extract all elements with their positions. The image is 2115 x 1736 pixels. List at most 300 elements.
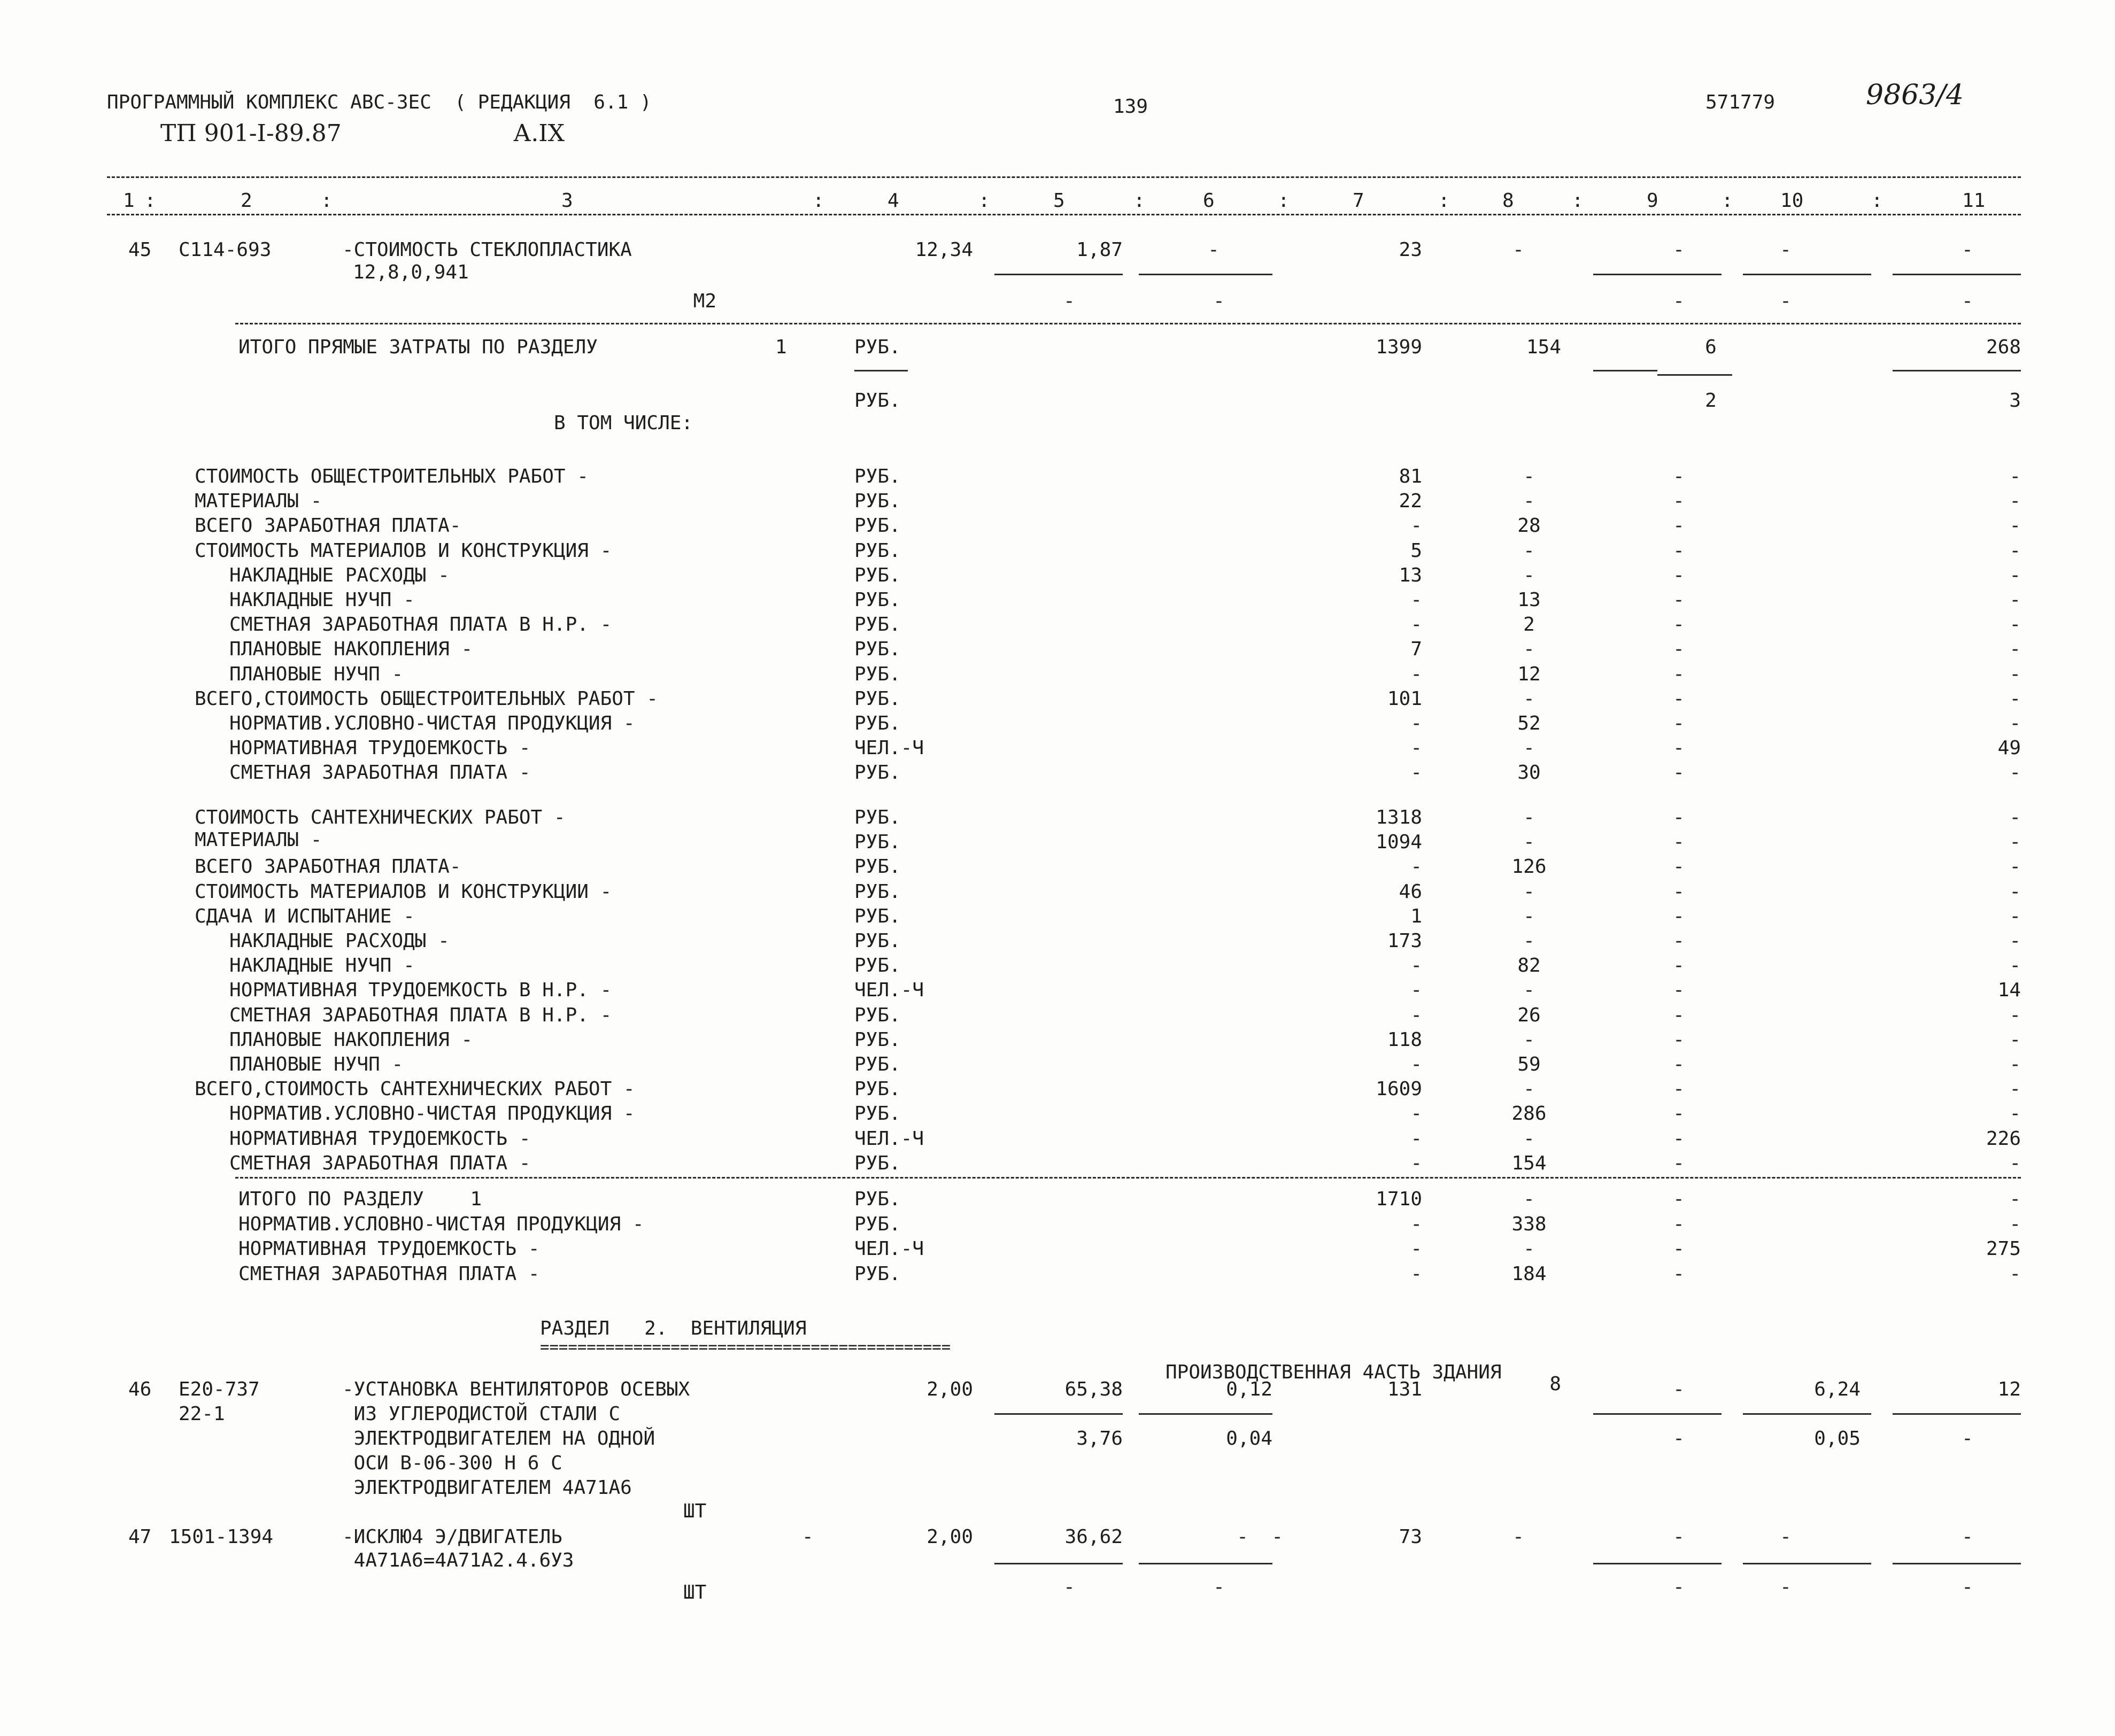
cell-col7: 1399: [1376, 336, 1422, 358]
cell-col8: -: [1523, 737, 1535, 759]
row-unit: РУБ.: [854, 712, 901, 734]
cell-col9: -: [1673, 930, 1685, 952]
cell-col7: -: [1410, 1238, 1422, 1260]
cell-col11: -: [1962, 1526, 1973, 1548]
cell-col8: 13: [1517, 589, 1541, 611]
item-rule: [1743, 274, 1871, 275]
row-unit: РУБ.: [854, 955, 901, 977]
item-rule: [994, 1563, 1123, 1564]
cell-col7: 1318: [1376, 807, 1422, 828]
item-code: С114-693: [179, 239, 272, 261]
row-label: НОРМАТИВНАЯ ТРУДОЕМКОСТЬ В Н.Р. -: [195, 979, 612, 1002]
cell-col8: -: [1512, 1526, 1524, 1548]
item-name-line: ЭЛЕКТРОДВИГАТЕЛЕМ НА ОДНОЙ: [342, 1428, 655, 1450]
cell-col9: 6: [1705, 336, 1717, 358]
page-number: 139: [1113, 96, 1148, 118]
cell-col6: - -: [1237, 1526, 1283, 1548]
column-header: 3: [561, 190, 573, 212]
cell-col11: -: [2009, 1152, 2021, 1174]
row-label: СМЕТНАЯ ЗАРАБОТНАЯ ПЛАТА -: [195, 762, 531, 784]
row-label: НАКЛАДНЫЕ РАСХОДЫ -: [195, 930, 450, 952]
cell-col7: -: [1410, 1213, 1422, 1235]
item-rule: [1139, 1563, 1272, 1564]
cell-col8: -: [1523, 1238, 1535, 1260]
section-subtitle: ПРОИЗВОДСТВЕННАЯ 4АСТЬ ЗДАНИЯ: [1165, 1361, 1502, 1383]
row-unit: РУБ.: [854, 589, 901, 611]
cell-col10: -: [1780, 1576, 1792, 1598]
item-unit: М2: [693, 290, 716, 312]
cell-col11: 275: [1986, 1238, 2021, 1260]
cell-col7: -: [1410, 979, 1422, 1002]
column-header: 7: [1353, 190, 1364, 212]
cell-col11: -: [2009, 614, 2021, 636]
cell-col9: -: [1673, 687, 1685, 710]
cell-col9: -: [1673, 564, 1685, 586]
cell-col9: -: [1673, 1152, 1685, 1174]
row-unit: РУБ.: [854, 515, 901, 537]
row-label: ВСЕГО ЗАРАБОТНАЯ ПЛАТА-: [195, 856, 461, 878]
row-label: СМЕТНАЯ ЗАРАБОТНАЯ ПЛАТА -: [195, 1152, 531, 1174]
unit: РУБ.: [854, 336, 901, 358]
cell-col11: 268: [1986, 336, 2021, 358]
section-title-underline: ============================================: [540, 1338, 951, 1356]
row-unit: РУБ.: [854, 1028, 901, 1051]
cell-col9: -: [1673, 831, 1685, 854]
direct-costs-label: ИТОГО ПРЯМЫЕ ЗАТРАТЫ ПО РАЗДЕЛУ: [238, 336, 598, 358]
cell-col7: 5: [1410, 539, 1422, 562]
cell-col11: -: [1962, 1576, 1973, 1598]
item-rule: [994, 274, 1123, 275]
cell-col9: -: [1673, 955, 1685, 977]
cell-col9: -: [1673, 1378, 1685, 1400]
row-unit: РУБ.: [854, 1262, 901, 1285]
cell-col9: -: [1673, 1103, 1685, 1125]
cell-col9: -: [1673, 807, 1685, 828]
cell-col11: 12: [1997, 1378, 2021, 1400]
cell-col11: -: [2009, 1213, 2021, 1235]
column-header: 4: [887, 190, 899, 212]
item-rule: [1593, 1413, 1722, 1415]
cell-col9: -: [1673, 712, 1685, 734]
cell-col5: 3,76: [1076, 1428, 1123, 1450]
cell-col7: -: [1410, 737, 1422, 759]
item-rule: [994, 1413, 1123, 1415]
cell-col10: -: [1780, 290, 1792, 312]
cell-col11: -: [1962, 290, 1973, 312]
row-label: ПЛАНОВЫЕ НУЧП -: [195, 663, 404, 685]
cell-col5: -: [1063, 290, 1075, 312]
cell-col7: 118: [1387, 1028, 1422, 1051]
cell-col8: 126: [1511, 856, 1547, 878]
cell-col9: -: [1673, 663, 1685, 685]
item-number: 47: [128, 1526, 152, 1548]
cell-col5: 1,87: [1076, 239, 1123, 261]
cell-col7: 131: [1387, 1378, 1422, 1400]
unit: РУБ.: [854, 390, 901, 412]
item-number: 46: [128, 1378, 152, 1400]
row-label: НОРМАТИВНАЯ ТРУДОЕМКОСТЬ -: [195, 737, 531, 759]
row-unit: РУБ.: [854, 856, 901, 878]
item-code: 22-1: [179, 1403, 225, 1425]
item-rule: [1893, 1563, 2021, 1564]
cell-col8: 286: [1511, 1103, 1547, 1125]
cell-col11: -: [2009, 1262, 2021, 1285]
item-name-line: ЭЛЕКТРОДВИГАТЕЛЕМ 4А71А6: [342, 1477, 632, 1499]
cell-col8: 26: [1517, 1004, 1541, 1026]
cell-col11: -: [2009, 1028, 2021, 1051]
cell-col11: -: [2009, 564, 2021, 586]
column-separator: :: [1871, 190, 1883, 212]
cell-col9: -: [1673, 490, 1685, 513]
item-rule: [1593, 370, 1657, 371]
cell-col11: -: [2009, 930, 2021, 952]
cell-col9: -: [1673, 1576, 1685, 1598]
row-label: ИТОГО ПО РАЗДЕЛУ 1: [238, 1188, 482, 1210]
cell-col8: 2: [1523, 614, 1535, 636]
cell-col9: -: [1673, 880, 1685, 903]
row-label: МАТЕРИАЛЫ -: [195, 490, 322, 513]
row-label: НОРМАТИВ.УСЛОВНО-ЧИСТАЯ ПРОДУКЦИЯ -: [238, 1213, 644, 1235]
cell-col8: -: [1523, 466, 1535, 487]
cell-col10: 6,24: [1814, 1378, 1861, 1400]
item-number: 45: [128, 239, 152, 261]
cell-col11: 3: [2009, 390, 2021, 412]
cell-col8: -: [1523, 539, 1535, 562]
cell-col7: 13: [1399, 564, 1422, 586]
row-unit: РУБ.: [854, 831, 901, 854]
section-title: РАЗДЕЛ 2. ВЕНТИЛЯЦИЯ: [540, 1318, 807, 1339]
cell-col9: -: [1673, 1127, 1685, 1150]
cell-col9: -: [1673, 1262, 1685, 1285]
cell-col9: -: [1673, 762, 1685, 784]
row-label: СТОИМОСТЬ ОБЩЕСТРОИТЕЛЬНЫХ РАБОТ -: [195, 466, 589, 487]
cell-col8: -: [1523, 880, 1535, 903]
row-label: НАКЛАДНЫЕ НУЧП -: [195, 955, 415, 977]
row-unit: РУБ.: [854, 1004, 901, 1026]
row-label: НОРМАТИВНАЯ ТРУДОЕМКОСТЬ -: [238, 1238, 540, 1260]
row-unit: РУБ.: [854, 1053, 901, 1075]
cell-col11: -: [2009, 831, 2021, 854]
cell-col8: -: [1523, 638, 1535, 661]
cell-col10: 0,05: [1814, 1428, 1861, 1450]
cell-col7: -: [1410, 955, 1422, 977]
column-header: 1: [123, 190, 135, 212]
cell-col9: -: [1673, 1188, 1685, 1210]
cell-col11: -: [2009, 490, 2021, 513]
item-code: 1501-1394: [169, 1526, 274, 1548]
section-rule: [235, 323, 2021, 324]
cell-col11: -: [2009, 1004, 2021, 1026]
cell-col7: -: [1410, 1152, 1422, 1174]
cell-col7: -: [1410, 515, 1422, 537]
cell-col11: 14: [1997, 979, 2021, 1002]
cell-col7: 7: [1410, 638, 1422, 661]
row-unit: РУБ.: [854, 687, 901, 710]
cell-col8: 154: [1526, 336, 1561, 358]
row-label: НОРМАТИВ.УСЛОВНО-ЧИСТАЯ ПРОДУКЦИЯ -: [195, 712, 635, 734]
cell-col8: -: [1523, 807, 1535, 828]
row-label: ВСЕГО ЗАРАБОТНАЯ ПЛАТА-: [195, 515, 461, 537]
row-label: СМЕТНАЯ ЗАРАБОТНАЯ ПЛАТА В Н.Р. -: [195, 1004, 612, 1026]
cell-col11: -: [1962, 239, 1973, 261]
row-label: ПЛАНОВЫЕ НУЧП -: [195, 1053, 404, 1075]
cell-col11: -: [2009, 638, 2021, 661]
cell-col7: 101: [1387, 687, 1422, 710]
cell-col9: -: [1673, 239, 1685, 261]
cell-col11: -: [2009, 762, 2021, 784]
row-label: ПЛАНОВЫЕ НАКОПЛЕНИЯ -: [195, 638, 473, 661]
row-unit: РУБ.: [854, 905, 901, 927]
cell-col7: 23: [1399, 239, 1422, 261]
cell-col11: -: [2009, 1188, 2021, 1210]
cell-col8: 30: [1517, 762, 1541, 784]
cell-col11: -: [2009, 712, 2021, 734]
item-name-line: -ИСКЛЮ4 Э/ДВИГАТЕЛЬ: [342, 1526, 562, 1548]
cell-col8: 28: [1517, 515, 1541, 537]
cell-col9: -: [1673, 1213, 1685, 1235]
item-rule: [1893, 370, 2021, 371]
cell-col8: -: [1512, 239, 1524, 261]
cell-col8: 82: [1517, 955, 1541, 977]
cell-col6: -: [1213, 290, 1225, 312]
row-unit: РУБ.: [854, 807, 901, 828]
cell-col11: -: [1962, 1428, 1973, 1450]
cell-col8: -: [1523, 1028, 1535, 1051]
cell-col9: -: [1673, 589, 1685, 611]
column-separator: :: [1278, 190, 1290, 212]
cell-col11: 49: [1997, 737, 2021, 759]
cell-col9: -: [1673, 856, 1685, 878]
column-header: 10: [1780, 190, 1804, 212]
cell-col7: -: [1410, 1053, 1422, 1075]
item-rule: [1893, 1413, 2021, 1415]
cell-col7: 73: [1399, 1526, 1422, 1548]
cell-col7: -: [1410, 1103, 1422, 1125]
column-header: 6: [1203, 190, 1215, 212]
column-separator: :: [978, 190, 990, 212]
row-label: СТОИМОСТЬ МАТЕРИАЛОВ И КОНСТРУКЦИЯ -: [195, 539, 612, 562]
cell-col9: -: [1673, 515, 1685, 537]
cell-col8: 52: [1517, 712, 1541, 734]
row-unit: РУБ.: [854, 490, 901, 513]
cell-col7: 1710: [1376, 1188, 1422, 1210]
row-unit: РУБ.: [854, 466, 901, 487]
cell-col9: -: [1673, 1004, 1685, 1026]
cell-col11: -: [2009, 539, 2021, 562]
row-label: МАТЕРИАЛЫ -: [195, 829, 322, 851]
cell-col9: -: [1673, 1526, 1685, 1548]
program-title: ПРОГРАММНЫЙ КОМПЛЕКС АВС-3ЕС ( РЕДАКЦИЯ 6.1 ): [107, 91, 652, 113]
cell-col5: -: [1063, 1576, 1075, 1598]
cell-col5: 65,38: [1064, 1378, 1123, 1400]
cell-col7: 173: [1387, 930, 1422, 952]
cell-col11: -: [2009, 1103, 2021, 1125]
column-header: 8: [1502, 190, 1514, 212]
header-rule-top: [107, 176, 2021, 178]
row-label: НАКЛАДНЫЕ НУЧП -: [195, 589, 415, 611]
cell-col8: -: [1523, 1188, 1535, 1210]
item-unit: ШТ: [683, 1582, 707, 1603]
cell-col7: 1094: [1376, 831, 1422, 854]
cell-col11: -: [2009, 880, 2021, 903]
item-rule: [1743, 1413, 1871, 1415]
cell-col11: -: [2009, 589, 2021, 611]
cell-col9: 2: [1705, 390, 1717, 412]
cell-col4: 2,00: [927, 1526, 973, 1548]
row-label: СМЕТНАЯ ЗАРАБОТНАЯ ПЛАТА В Н.Р. -: [195, 614, 612, 636]
column-header: 9: [1647, 190, 1658, 212]
cell-col8: 184: [1511, 1262, 1547, 1285]
cell-col7: -: [1410, 1127, 1422, 1150]
cell-col11: -: [2009, 663, 2021, 685]
row-unit: РУБ.: [854, 1078, 901, 1100]
cell-col6: 0,12: [1226, 1378, 1272, 1400]
header-rule-bottom: [107, 214, 2021, 215]
direct-costs-section: 1: [775, 336, 787, 358]
cell-col9: -: [1673, 1028, 1685, 1051]
row-unit: ЧЕЛ.-Ч: [854, 1238, 924, 1260]
row-label: ВСЕГО,СТОИМОСТЬ САНТЕХНИЧЕСКИХ РАБОТ -: [195, 1078, 635, 1100]
item-rule: [1593, 274, 1722, 275]
project-code: ТП 901-I-89.87: [160, 120, 342, 147]
row-unit: РУБ.: [854, 880, 901, 903]
cell-col11: -: [2009, 905, 2021, 927]
row-label: СТОИМОСТЬ МАТЕРИАЛОВ И КОНСТРУКЦИИ -: [195, 880, 612, 903]
cell-col11: -: [2009, 515, 2021, 537]
cell-col8: -: [1523, 1127, 1535, 1150]
row-unit: РУБ.: [854, 614, 901, 636]
cell-col7: -: [1410, 1004, 1422, 1026]
cell-col8: 8: [1549, 1373, 1561, 1395]
cell-col8: 59: [1517, 1053, 1541, 1075]
column-separator: :: [144, 190, 156, 212]
cell-col9: -: [1673, 737, 1685, 759]
cell-col7: 1609: [1376, 1078, 1422, 1100]
row-unit: РУБ.: [854, 930, 901, 952]
cell-col8: 338: [1511, 1213, 1547, 1235]
item-rule: [1139, 274, 1272, 275]
cell-col6: -: [1213, 1576, 1225, 1598]
cell-col9: -: [1673, 1078, 1685, 1100]
column-header: 11: [1962, 190, 1986, 212]
cell-col10: -: [1780, 1526, 1792, 1548]
column-separator: :: [813, 190, 824, 212]
cell-col11: -: [2009, 466, 2021, 487]
row-unit: ЧЕЛ.-Ч: [854, 1127, 924, 1150]
cell-col6: 0,04: [1226, 1428, 1272, 1450]
cell-col8: -: [1523, 831, 1535, 854]
row-unit: РУБ.: [854, 638, 901, 661]
cell-col7: -: [1410, 663, 1422, 685]
row-unit: РУБ.: [854, 1103, 901, 1125]
row-label: НОРМАТИВНАЯ ТРУДОЕМКОСТЬ -: [195, 1127, 531, 1150]
cell-col7: -: [1410, 762, 1422, 784]
cell-col8: 12: [1517, 663, 1541, 685]
cell-col7: 1: [1410, 905, 1422, 927]
cell-col9: -: [1673, 905, 1685, 927]
item-name-line: ИЗ УГЛЕРОДИСТОЙ СТАЛИ С: [342, 1403, 621, 1425]
item-rule: [1139, 1413, 1272, 1415]
handwritten-inventory-number: 9863/4: [1866, 79, 1964, 111]
row-unit: ЧЕЛ.-Ч: [854, 979, 924, 1002]
including-heading: В ТОМ ЧИСЛЕ:: [554, 412, 693, 434]
cell-col11: 226: [1986, 1127, 2021, 1150]
cell-col9: -: [1673, 614, 1685, 636]
album-code: А.IX: [513, 120, 565, 147]
cell-col11: -: [2009, 1078, 2021, 1100]
row-label: СДАЧА И ИСПЫТАНИЕ -: [195, 905, 415, 927]
cell-col9: -: [1673, 539, 1685, 562]
row-label: НАКЛАДНЫЕ РАСХОДЫ -: [195, 564, 450, 586]
cell-col4: 2,00: [927, 1378, 973, 1400]
column-separator: :: [1722, 190, 1733, 212]
cell-col8: -: [1523, 930, 1535, 952]
row-unit: РУБ.: [854, 564, 901, 586]
row-unit: РУБ.: [854, 762, 901, 784]
cell-col10: -: [1780, 239, 1792, 261]
column-separator: :: [1438, 190, 1450, 212]
cell-col7: 81: [1399, 466, 1422, 487]
cell-col11: -: [2009, 955, 2021, 977]
item-name-line: 4А71А6=4А71А2.4.6У3: [342, 1549, 574, 1571]
column-header: 5: [1053, 190, 1065, 212]
row-unit: РУБ.: [854, 1188, 901, 1210]
row-unit: РУБ.: [854, 539, 901, 562]
cell-col6: -: [1208, 239, 1219, 261]
row-label: ПЛАНОВЫЕ НАКОПЛЕНИЯ -: [195, 1028, 473, 1051]
cell-col8: 154: [1511, 1152, 1547, 1174]
item-name-line: 12,8,0,941: [353, 261, 469, 283]
column-separator: :: [1572, 190, 1584, 212]
cell-col11: -: [2009, 1053, 2021, 1075]
cell-col7: -: [1410, 1262, 1422, 1285]
cell-col7: -: [1410, 712, 1422, 734]
cell-col9: -: [1673, 979, 1685, 1002]
cell-mark: -: [802, 1526, 814, 1548]
item-name-line: -СТОИМОСТЬ СТЕКЛОПЛАСТИКА: [342, 239, 632, 261]
cell-col5: 36,62: [1064, 1526, 1123, 1548]
document-code: 571779: [1705, 91, 1776, 113]
column-header: 2: [241, 190, 252, 212]
row-label: НОРМАТИВ.УСЛОВНО-ЧИСТАЯ ПРОДУКЦИЯ -: [195, 1103, 635, 1125]
row-label: СМЕТНАЯ ЗАРАБОТНАЯ ПЛАТА -: [238, 1262, 540, 1285]
column-separator: :: [1133, 190, 1145, 212]
row-unit: РУБ.: [854, 663, 901, 685]
cell-col11: -: [2009, 856, 2021, 878]
column-separator: :: [321, 190, 333, 212]
cell-col8: -: [1523, 979, 1535, 1002]
cell-col11: -: [2009, 687, 2021, 710]
cell-col9: -: [1673, 1428, 1685, 1450]
cell-col8: -: [1523, 490, 1535, 513]
cell-col7: -: [1410, 589, 1422, 611]
cell-col7: -: [1410, 614, 1422, 636]
section-rule: [235, 1177, 2021, 1179]
cell-col7: 22: [1399, 490, 1422, 513]
item-rule: [1743, 1563, 1871, 1564]
cell-col8: -: [1523, 905, 1535, 927]
cell-col7: -: [1410, 856, 1422, 878]
cell-col7: 46: [1399, 880, 1422, 903]
item-unit: ШТ: [683, 1500, 707, 1522]
row-label: СТОИМОСТЬ САНТЕХНИЧЕСКИХ РАБОТ -: [195, 807, 566, 828]
item-rule: [1893, 274, 2021, 275]
cell-col9: -: [1673, 1053, 1685, 1075]
item-name-line: ОСИ В-06-300 Н 6 С: [342, 1452, 562, 1474]
cell-col9: -: [1673, 466, 1685, 487]
row-label: ВСЕГО,СТОИМОСТЬ ОБЩЕСТРОИТЕЛЬНЫХ РАБОТ -: [195, 687, 658, 710]
row-unit: РУБ.: [854, 1152, 901, 1174]
